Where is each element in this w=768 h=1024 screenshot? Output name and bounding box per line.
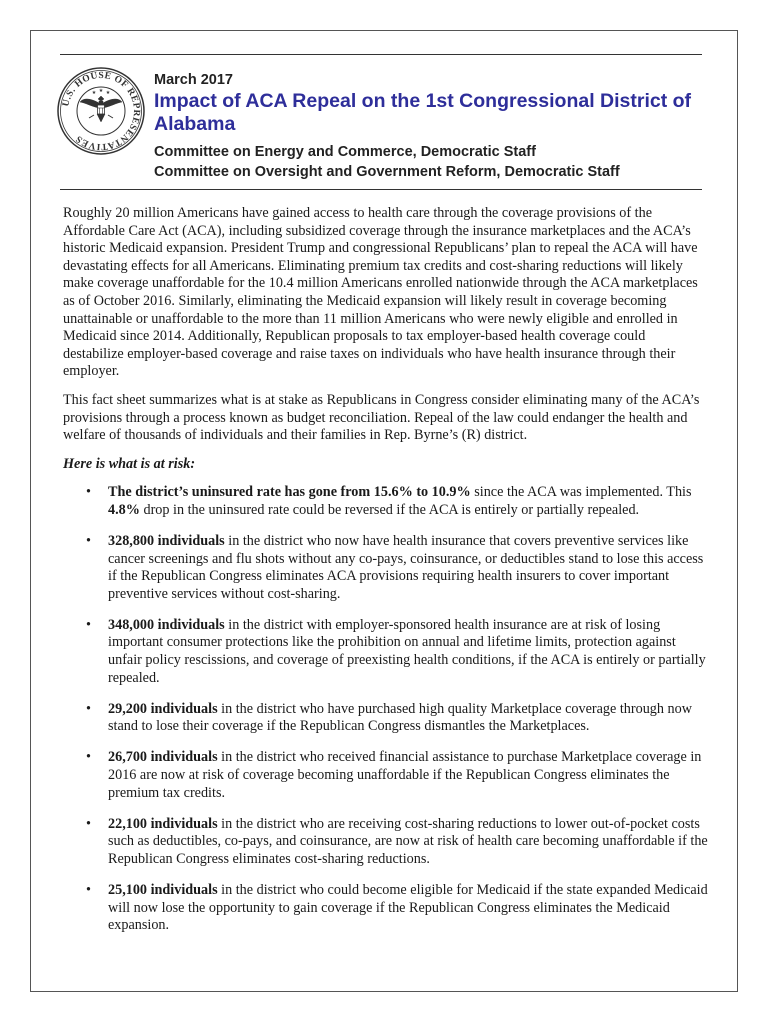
risk-emphasis: The district’s uninsured rate has gone from 15.6% to 10.9% — [108, 484, 471, 501]
risk-text: in the district who received financial assistance to purchase Marketplace coverage in 2016 are now at risk of coverage becoming unaffordable if the Republican Congress eliminates the premium tax credits. — [108, 749, 702, 801]
risk-emphasis: 22,100 individuals — [108, 815, 218, 832]
risk-emphasis: 25,100 individuals — [108, 882, 218, 898]
intro-paragraph-2: This fact sheet summarizes what is at stake as Republicans in Congress consider eliminating many of the ACA’s provisions through a process known as budget reconciliation. Repeal of the law could endanger the health and welfare of thousands of individuals and their families in Rep. Byrne’s (R) district. — [63, 391, 700, 444]
risk-text: drop in the uninsured rate could be reversed if the ACA is entirely or partially repealed. — [139, 501, 640, 518]
list-item — [63, 533, 708, 603]
committee-oversight: Committee on Oversight and Government Reform, Democratic Staff — [154, 164, 620, 180]
risk-heading: Here is what is at risk: — [63, 455, 196, 472]
bullet-icon: • — [86, 700, 91, 717]
bullet-icon: • — [86, 484, 91, 501]
seal-text: U.S. HOUSE OF REPRESENTATIVES — [61, 70, 142, 152]
risk-text: in the district with employer-sponsored health insurance are at risk of losing important consumer protections like the prohibition on annual and lifetime limits, protection against unfair policy rescissions, and coverage of preexisting health conditions, if the ACA is entirely or partially repealed. — [108, 616, 706, 686]
bullet-icon: • — [86, 616, 91, 633]
report-date: March 2017 — [154, 72, 233, 88]
risk-emphasis: 328,800 individuals — [108, 533, 225, 549]
list-item — [63, 816, 708, 869]
risk-text: since the ACA was implemented. This — [470, 484, 692, 501]
risk-emphasis: 4.8% — [108, 501, 140, 518]
risk-emphasis: 26,700 individuals — [108, 749, 218, 766]
bullet-icon: • — [86, 533, 91, 549]
risk-text: in the district who have purchased high quality Marketplace coverage through now stand to lose their coverage if the Republican Congress dismantles the Marketplaces. — [108, 700, 692, 735]
svg-text:★: ★ — [91, 91, 97, 96]
list-item — [63, 882, 708, 935]
risk-emphasis: 29,200 individuals — [108, 700, 218, 717]
risk-text: in the district who now have health insurance that covers preventive services like cancer screenings and flu shots without any co-pays, coinsurance, or deductibles stand to lose this access if the Republican Congress eliminates ACA provisions requiring health insurers to cover important preventive services without cost-sharing. — [108, 533, 704, 602]
page-title: Impact of ACA Repeal on the 1st Congressional District of Alabama — [154, 90, 692, 135]
risk-text: in the district who are receiving cost-sharing reductions to lower out-of-pocket costs such as deductibles, co-pays, and coinsurance, are now at risk of health care becoming unaffordable if the Republican Congress eliminates cost-sharing reductions. — [108, 815, 708, 867]
document-body — [63, 205, 708, 948]
list-item — [63, 749, 708, 802]
list-item — [63, 617, 708, 687]
bullet-icon: • — [86, 882, 91, 898]
risk-text: in the district who could become eligible for Medicaid if the state expanded Medicaid will now lose the opportunity to gain coverage if the Republican Congress eliminates the Medicaid expansion. — [108, 882, 708, 934]
committee-energy-commerce: Committee on Energy and Commerce, Democratic Staff — [154, 144, 536, 160]
intro-paragraph-1: Roughly 20 million Americans have gained access to health care through the coverage provisions of the Affordable Care Act (ACA), including subsidized coverage through the insurance marketplaces and the ACA’s historic Medicaid expansion. President Trump and congressional Republicans’ plan to repeal the ACA will have devastating effects for all Americans. Eliminating premium tax credits and cost-sharing reductions will likely make coverage unaffordable for the 10.4 million Americans enrolled nationwide through the ACA marketplaces as of October 2016. Similarly, eliminating the Medicaid expansion will likely result in coverage becoming unattainable or unaffordable to the more than 11 million Americans who were newly eligible and enrolled in Medicaid since 2014. Additionally, Republican proposals to tax employer-based health coverage could destabilize employer-based coverage and raise taxes on individuals who have health insurance through their employer. — [63, 205, 698, 380]
header-bottom-rule — [60, 189, 702, 190]
list-item — [63, 484, 708, 519]
committee-line — [154, 142, 714, 182]
bullet-icon: • — [86, 749, 91, 766]
svg-text:★: ★ — [105, 91, 111, 96]
risk-emphasis: 348,000 individuals — [108, 616, 225, 633]
header-top-rule — [60, 54, 702, 55]
svg-text:★: ★ — [98, 89, 104, 94]
bullet-icon: • — [86, 815, 91, 832]
risk-list — [63, 484, 708, 934]
house-seal-icon — [56, 66, 146, 156]
list-item — [63, 701, 708, 736]
